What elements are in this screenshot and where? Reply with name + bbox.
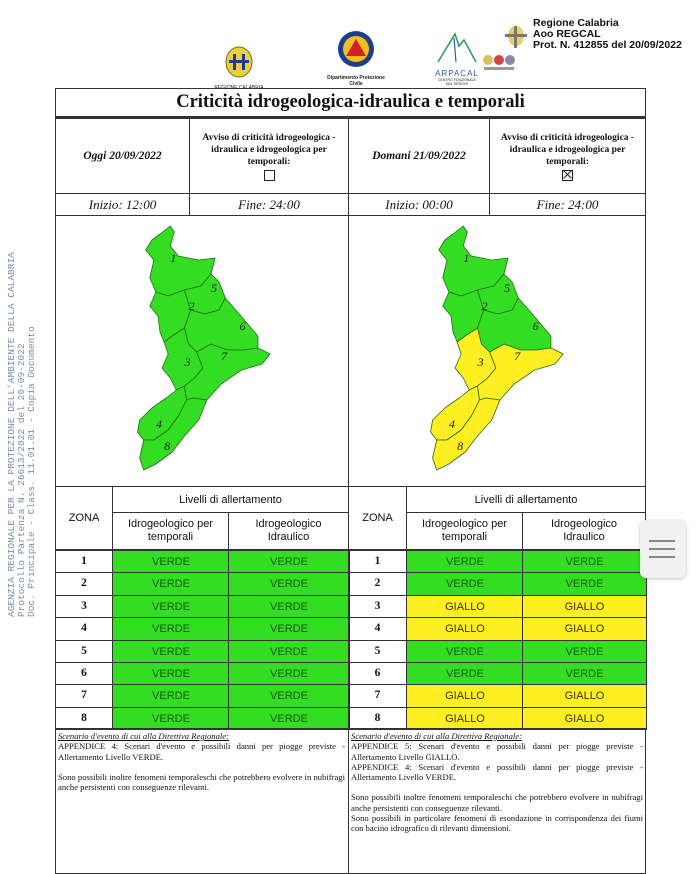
- tomorrow-scenario: [351, 731, 643, 834]
- today-temporali-level-cell: VERDE: [112, 684, 230, 707]
- tomorrow-idraulico-level-cell: GIALLO: [522, 617, 647, 640]
- protezione-civile-emblem-icon: [326, 28, 386, 70]
- tomorrow-idraulico-level-cell: GIALLO: [522, 684, 647, 707]
- today-avviso-box: [189, 118, 349, 194]
- today-map-zone-label: 3: [184, 355, 191, 369]
- tomorrow-scenario-line-4: Sono possibili inoltre fenomeni temporaleschi che potrebbero evolvere in nubifragi anche persistenti con conseguenze rilevanti.: [351, 792, 643, 813]
- menu-bar-icon: [649, 540, 675, 542]
- viewer-menu-button[interactable]: [640, 520, 686, 578]
- tomorrow-map-zone-label: 5: [504, 281, 511, 295]
- today-livelli-header: Livelli di allertamento: [112, 486, 349, 513]
- tomorrow-zona-cell: 2: [348, 572, 407, 595]
- tomorrow-avviso-box: [489, 118, 646, 194]
- tomorrow-idraulico-level-cell: VERDE: [522, 572, 647, 595]
- tomorrow-zona-cell: 4: [348, 617, 407, 640]
- today-idraulico-level-cell: VERDE: [228, 595, 350, 618]
- today-temporali-level-cell: VERDE: [112, 550, 230, 573]
- today-scenario-spacer: [58, 762, 345, 772]
- today-zona-cell: 3: [55, 595, 113, 618]
- tomorrow-scenario-line-5: Sono possibili in particolare fenomeni di esondazione in corrispondenza dei fiumi con bacino idrografico di rilevanti dimensioni.: [351, 813, 643, 834]
- tomorrow-scenario-line-1: APPENDICE 5: Scenari d'evento e possibili danni per piogge previste - Allertamento Livello GIALLO.: [351, 741, 643, 762]
- today-scenario-line-1: APPENDICE 4: Scenari d'evento e possibili danni per piogge previste - Allertamento Livello VERDE.: [58, 741, 345, 762]
- stamp-line-1: Regione Calabria: [533, 17, 619, 29]
- today-zona-cell: 8: [55, 707, 113, 730]
- today-temporali-level-cell: VERDE: [112, 595, 230, 618]
- tomorrow-col1-header: Idrogeologico per temporali: [406, 512, 523, 550]
- tomorrow-map-zone-label: 2: [481, 299, 488, 313]
- regione-calabria-logo: [208, 44, 270, 91]
- today-scenario-line-3: Sono possibili inoltre fenomeni temporaleschi che potrebbero evolvere in nubifragi anche persistenti con conseguenze rilevanti.: [58, 771, 345, 793]
- tomorrow-idraulico-level-cell: VERDE: [522, 550, 647, 573]
- tomorrow-temporali-level-cell: VERDE: [406, 662, 524, 685]
- today-map-zone-label: 6: [239, 319, 246, 333]
- tomorrow-temporali-level-cell: GIALLO: [406, 684, 524, 707]
- tomorrow-temporali-level-cell: GIALLO: [406, 617, 524, 640]
- today-idraulico-level-cell: VERDE: [228, 662, 350, 685]
- tomorrow-zona-cell: 6: [348, 662, 407, 685]
- page-title: Criticità idrogeologica-idraulica e temporali: [55, 88, 646, 118]
- tomorrow-livelli-header: Livelli di allertamento: [406, 486, 646, 513]
- today-map-panel: [55, 215, 349, 487]
- tomorrow-avviso-text: Avviso di criticità idrogeologica - idraulica e idrogeologica per temporali:: [500, 132, 635, 167]
- tomorrow-idraulico-level-cell: VERDE: [522, 640, 647, 663]
- watermark-line-3: Doc. Principale - Class. 11.01.01 - Copia Documento: [26, 326, 37, 617]
- today-temporali-level-cell: VERDE: [112, 662, 230, 685]
- tomorrow-temporali-level-cell: VERDE: [406, 640, 524, 663]
- tomorrow-map-zone-label: 6: [532, 319, 539, 333]
- today-scenario: [58, 731, 345, 792]
- small-seal-logos: [482, 52, 516, 74]
- today-zona-cell: 4: [55, 617, 113, 640]
- tomorrow-idraulico-level-cell: GIALLO: [522, 595, 647, 618]
- today-map-zone-label: 2: [188, 299, 195, 313]
- tomorrow-scenario-line-2: APPENDICE 4: Scenari d'evento e possibili danni per piogge previste - Allertamento Livello VERDE.: [351, 761, 643, 783]
- tomorrow-temporali-level-cell: GIALLO: [406, 595, 524, 618]
- tomorrow-zona-header: ZONA: [348, 486, 407, 550]
- today-date: Oggi 20/09/2022: [55, 118, 190, 194]
- today-idraulico-level-cell: VERDE: [228, 684, 350, 707]
- tomorrow-zona-cell: 3: [348, 595, 407, 618]
- tomorrow-map: [349, 216, 645, 486]
- today-temporali-level-cell: VERDE: [112, 707, 230, 730]
- today-temporali-level-cell: VERDE: [112, 572, 230, 595]
- today-map: [56, 216, 348, 486]
- today-zona-cell: 7: [55, 684, 113, 707]
- stamp-line-3: Prot. N. 412855 del 20/09/2022: [533, 39, 682, 51]
- protezione-civile-caption: Dipartimento Protezione Civile: [327, 75, 385, 87]
- today-idraulico-level-cell: VERDE: [228, 640, 350, 663]
- tomorrow-temporali-level-cell: VERDE: [406, 550, 524, 573]
- today-temporali-level-cell: VERDE: [112, 640, 230, 663]
- arpacal-emblem-icon: [428, 30, 486, 64]
- today-map-zone-label: 5: [211, 281, 218, 295]
- stamp-line-2: Aoo REGCAL: [533, 28, 601, 40]
- tomorrow-map-zone-label: 8: [457, 439, 464, 453]
- tomorrow-map-zone-label: 7: [514, 349, 521, 363]
- protezione-civile-logo: [326, 28, 386, 87]
- tomorrow-idraulico-level-cell: GIALLO: [522, 707, 647, 730]
- regione-calabria-caption: REGIONE CALABRIA: [214, 85, 264, 91]
- menu-bar-icon: [649, 548, 675, 550]
- tomorrow-map-zone-label: 3: [477, 355, 484, 369]
- tomorrow-idraulico-level-cell: VERDE: [522, 662, 647, 685]
- today-col2-header: Idrogeologico Idraulico: [228, 512, 349, 550]
- today-idraulico-level-cell: VERDE: [228, 617, 350, 640]
- today-inizio: Inizio: 12:00: [55, 193, 190, 216]
- tomorrow-zona-cell: 8: [348, 707, 407, 730]
- tomorrow-temporali-level-cell: GIALLO: [406, 707, 524, 730]
- small-seals-icon: [482, 52, 516, 74]
- tomorrow-zona-cell: 7: [348, 684, 407, 707]
- tomorrow-zona-cell: 1: [348, 550, 407, 573]
- today-col1-header: Idrogeologico per temporali: [112, 512, 229, 550]
- today-scenario-heading: Scenario d'evento di cui alla Direttiva Regionale:: [58, 731, 229, 741]
- tomorrow-fine: Fine: 24:00: [489, 193, 646, 216]
- tomorrow-map-zone-label: 1: [463, 251, 470, 265]
- today-idraulico-level-cell: VERDE: [228, 550, 350, 573]
- tomorrow-inizio: Inizio: 00:00: [348, 193, 490, 216]
- menu-bar-icon: [649, 556, 675, 558]
- arpacal-subcaption: CENTRO FUNZIONALE MULTIRISCHI: [438, 78, 476, 86]
- today-avviso-text: Avviso di criticità idrogeologica - idraulica e idrogeologica per temporali:: [202, 132, 336, 167]
- tomorrow-date: Domani 21/09/2022: [348, 118, 490, 194]
- today-fine: Fine: 24:00: [189, 193, 349, 216]
- arpacal-logo: [428, 30, 486, 86]
- watermark-line-2: Protocollo Partenza N. 26613/2022 del 20-09-2022: [16, 343, 27, 617]
- regione-calabria-stamp-icon: [503, 24, 529, 53]
- today-idraulico-level-cell: VERDE: [228, 707, 350, 730]
- today-zona-cell: 6: [55, 662, 113, 685]
- tomorrow-scenario-heading: Scenario d'evento di cui alla Direttiva Regionale:: [351, 731, 522, 741]
- tomorrow-scenario-spacer: [351, 782, 643, 792]
- today-map-zone-label: 4: [155, 417, 163, 431]
- tomorrow-map-zone-label: 4: [448, 417, 456, 431]
- today-idraulico-level-cell: VERDE: [228, 572, 350, 595]
- today-zona-cell: 2: [55, 572, 113, 595]
- today-zona-cell: 1: [55, 550, 113, 573]
- tomorrow-zona-cell: 5: [348, 640, 407, 663]
- today-map-zone-label: 7: [221, 349, 228, 363]
- tomorrow-avviso-checkbox: [562, 170, 573, 181]
- today-avviso-checkbox: [264, 170, 275, 181]
- arpacal-caption: ARPACAL: [435, 69, 479, 78]
- tomorrow-map-panel: [348, 215, 646, 487]
- today-zona-cell: 5: [55, 640, 113, 663]
- today-map-zone-label: 8: [164, 439, 171, 453]
- today-temporali-level-cell: VERDE: [112, 617, 230, 640]
- today-map-zone-label: 1: [170, 251, 177, 265]
- tomorrow-col2-header: Idrogeologico Idraulico: [522, 512, 646, 550]
- side-watermark: [6, 252, 37, 617]
- regione-calabria-emblem-icon: [208, 44, 270, 80]
- tomorrow-temporali-level-cell: VERDE: [406, 572, 524, 595]
- watermark-line-1: AGENZIA REGIONALE PER LA PROTEZIONE DELL'AMBIENTE DELLA CALABRIA: [6, 252, 17, 617]
- today-zona-header: ZONA: [55, 486, 113, 550]
